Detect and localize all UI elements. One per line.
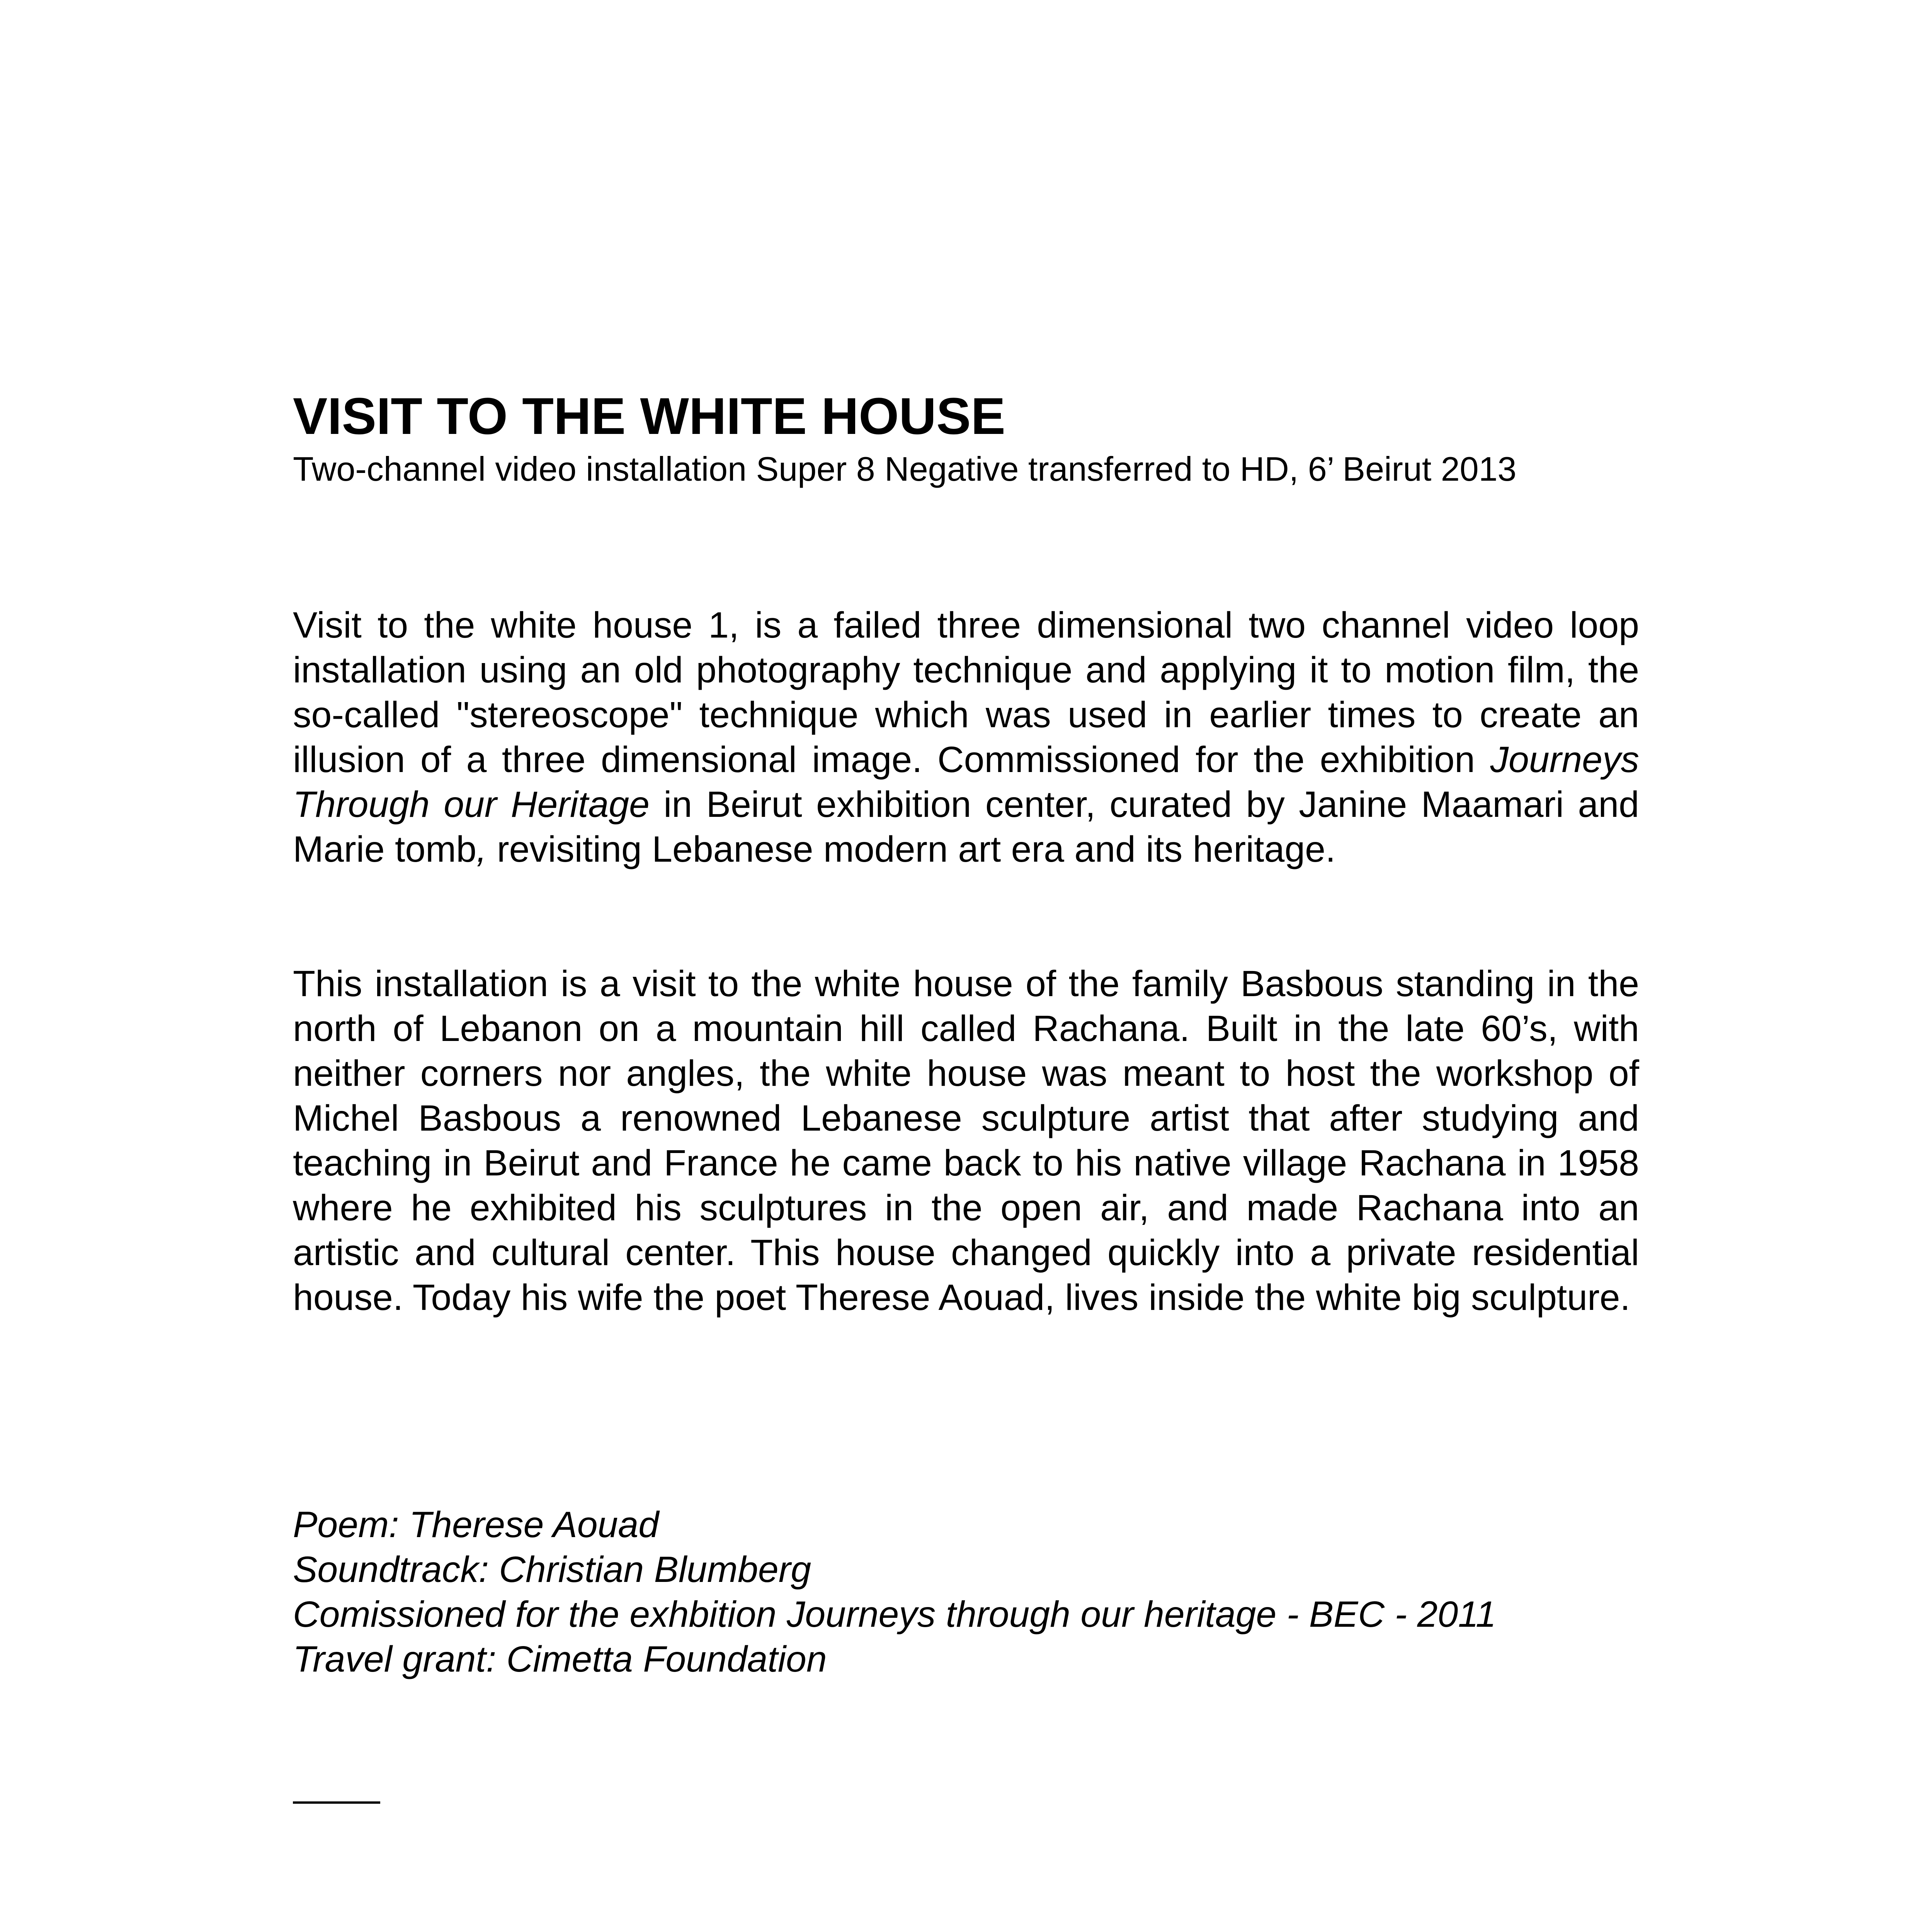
credit-line-soundtrack: Soundtrack: Christian Blumberg bbox=[293, 1549, 811, 1590]
description-paragraph-2: This installation is a visit to the white house of the family Basbous standing in the north of Lebanon on a mountain hill called Rachana. Built in the late 60’s, with neither corners nor angles, the white house was meant to host the workshop of Michel Basbous a renowned Lebanese sculpture artist that after studying and teaching in Beirut and France he came back to his native village Rachana in 1958 where he exhibited his sculptures in the open air, and made Rachana into an artistic and cultural center. This house changed quickly into a private residential house. Today his wife the poet Therese Aouad, lives inside the white big sculpture. bbox=[293, 963, 1639, 1318]
credit-line-poem: Poem: Therese Aouad bbox=[293, 1504, 659, 1545]
paragraph-1-text-a: Visit to the white house 1, is a failed three dimensional two channel video loop installation using an old photography technique and applying it to motion film, the so-called "stereoscope" technique which was used in earlier times to create an illusion of a three dimensional image. Commissioned for the exhibition bbox=[293, 605, 1639, 780]
page-subtitle: Two-channel video installation Super 8 Negative transferred to HD, 6’ Beirut 2013 bbox=[293, 450, 1517, 488]
paragraph-1-text-c: revisiting Lebanese modern art era and its heritage. bbox=[486, 829, 1336, 870]
exhibition-title: Journeys Through our Heritage bbox=[293, 739, 1639, 825]
footer-rule bbox=[293, 1801, 380, 1804]
paragraph-1-comma: , bbox=[476, 829, 487, 870]
credit-line-commission: Comissioned for the exhbition Journeys through our heritage - BEC - 2011 bbox=[293, 1594, 1496, 1635]
document-page bbox=[293, 386, 1639, 1680]
credit-line-travel-grant: Travel grant: Cimetta Foundation bbox=[293, 1639, 827, 1680]
description-paragraph-1 bbox=[293, 603, 1639, 872]
page-title: VISIT TO THE WHITE HOUSE bbox=[293, 388, 1005, 445]
paragraph-1-text-b: in Beirut exhibition center, curated by Janine Maamari and Marie tomb bbox=[293, 784, 1639, 870]
credits-block bbox=[293, 1502, 1496, 1682]
